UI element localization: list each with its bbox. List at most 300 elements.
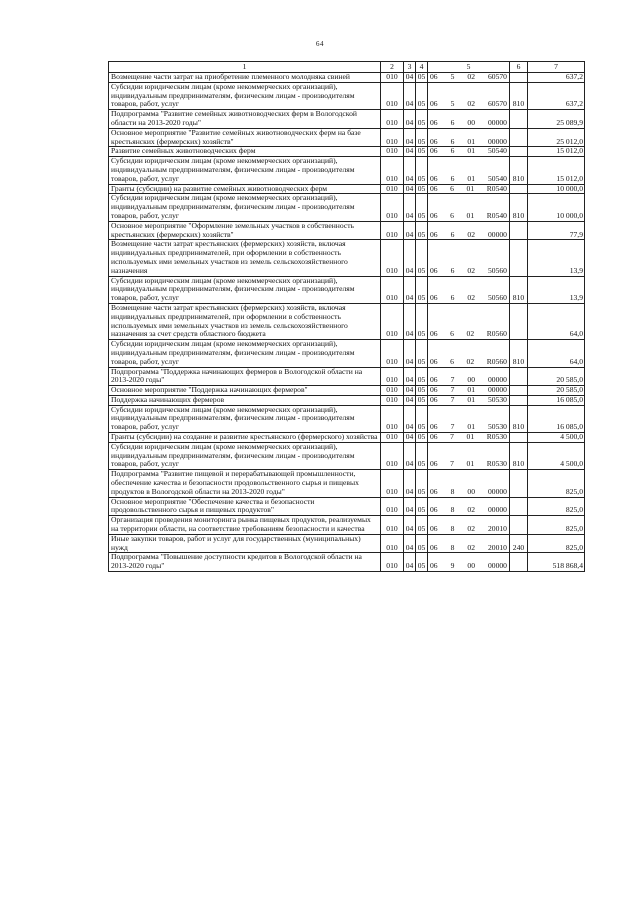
- target-article-part: 06: [430, 329, 438, 339]
- target-article-part: 7: [450, 432, 454, 442]
- target-article-part: 50560: [487, 265, 507, 275]
- target-article-part: 5: [450, 72, 455, 81]
- amount: 16 085,0: [528, 395, 585, 405]
- code-target-article: [428, 470, 510, 497]
- code-target-article: [428, 405, 510, 432]
- table-row: [109, 340, 585, 367]
- code-subsection: 05: [416, 386, 428, 396]
- target-article-part: 00: [467, 117, 475, 127]
- code-expense-type: 810: [510, 340, 528, 367]
- code-section: 04: [404, 194, 416, 221]
- row-name: Подпрограмма "Развитие пищевой и перерабатывающей промышленности, обеспечение качества и безопасности продовольственного сырья и пищевых продуктов в Вологодской области на 2013-2020 годы": [109, 470, 381, 497]
- code-target-article: [428, 534, 510, 553]
- target-article-part: 06: [430, 173, 438, 183]
- code-subsection: 05: [416, 82, 428, 109]
- code-subsection: 05: [416, 497, 428, 516]
- target-article-part: R0560: [486, 356, 507, 366]
- code-section: 04: [404, 433, 416, 443]
- target-article-part: 01: [467, 422, 475, 432]
- target-article-part: 7: [450, 459, 454, 469]
- code-section: 04: [404, 82, 416, 109]
- target-article-part: 6: [450, 117, 455, 127]
- code-expense-type: [510, 470, 528, 497]
- code-target-article: [428, 433, 510, 443]
- row-name: Основное мероприятие "Оформление земельных участков в собственность крестьянских (фермерских) хозяйств": [109, 221, 381, 240]
- row-name: Возмещение части затрат на приобретение племенного молодняка свиней: [109, 73, 381, 83]
- code-section: 04: [404, 276, 416, 303]
- target-article-part: 06: [430, 117, 438, 127]
- target-article-part: 06: [430, 422, 438, 432]
- target-article-part: R0560: [486, 329, 507, 339]
- target-article-part: 6: [450, 173, 455, 183]
- code-section: 04: [404, 73, 416, 83]
- target-article-part: 01: [467, 395, 475, 404]
- target-article-part: 00000: [487, 385, 507, 395]
- target-article-part: 00000: [487, 375, 507, 385]
- target-article-part: R0540: [486, 184, 507, 193]
- table-header-row: [109, 62, 585, 73]
- target-article-part: 06: [430, 146, 438, 156]
- code-ministry: 010: [381, 128, 404, 147]
- code-expense-type: [510, 147, 528, 157]
- table-body: [109, 73, 585, 572]
- target-article-parts: [428, 231, 509, 240]
- target-article-parts: [428, 267, 509, 276]
- code-subsection: 05: [416, 395, 428, 405]
- target-article-part: 02: [467, 99, 475, 109]
- target-article-parts: [428, 506, 509, 515]
- amount: 825,0: [528, 497, 585, 516]
- code-expense-type: 810: [510, 442, 528, 469]
- target-article-parts: [428, 330, 509, 339]
- target-article-part: 9: [450, 561, 455, 571]
- budget-table: [108, 61, 585, 572]
- code-expense-type: [510, 395, 528, 405]
- amount: 825,0: [528, 534, 585, 553]
- target-article-part: 8: [450, 524, 455, 534]
- code-subsection: 05: [416, 194, 428, 221]
- target-article-part: 06: [430, 136, 438, 146]
- target-article-part: 20010: [487, 542, 507, 552]
- table-row: [109, 147, 585, 157]
- code-expense-type: [510, 110, 528, 129]
- table-row: [109, 110, 585, 129]
- target-article-part: 00000: [487, 229, 507, 239]
- target-article-part: 06: [430, 542, 438, 552]
- table-row: [109, 442, 585, 469]
- code-expense-type: 810: [510, 157, 528, 184]
- table-row: [109, 405, 585, 432]
- target-article-part: 00: [467, 561, 475, 571]
- code-target-article: [428, 147, 510, 157]
- code-subsection: 05: [416, 405, 428, 432]
- target-article-part: 02: [467, 505, 475, 515]
- table-row: [109, 128, 585, 147]
- amount: 20 585,0: [528, 386, 585, 396]
- code-expense-type: [510, 367, 528, 386]
- table-row: [109, 470, 585, 497]
- target-article-part: 8: [450, 486, 455, 496]
- code-ministry: 010: [381, 367, 404, 386]
- target-article-part: R0530: [486, 432, 507, 442]
- header-cell: 3: [404, 62, 416, 73]
- target-article-parts: [428, 212, 509, 221]
- target-article-parts: [428, 119, 509, 128]
- row-name: Гранты (субсидии) на создание и развитие крестьянского (фермерского) хозяйства: [109, 433, 381, 443]
- target-article-part: 01: [467, 385, 475, 395]
- code-subsection: 05: [416, 516, 428, 535]
- code-ministry: 010: [381, 303, 404, 339]
- code-target-article: [428, 73, 510, 83]
- target-article-part: 02: [467, 524, 475, 534]
- target-article-parts: [428, 73, 509, 82]
- code-subsection: 05: [416, 184, 428, 194]
- code-ministry: 010: [381, 221, 404, 240]
- header-cell: 7: [528, 62, 585, 73]
- code-ministry: 010: [381, 340, 404, 367]
- target-article-part: R0530: [486, 459, 507, 469]
- table-row: [109, 82, 585, 109]
- table-row: [109, 497, 585, 516]
- target-article-part: 50560: [487, 293, 507, 303]
- code-expense-type: 810: [510, 276, 528, 303]
- table-row: [109, 157, 585, 184]
- target-article-part: 02: [467, 293, 475, 303]
- code-subsection: 05: [416, 433, 428, 443]
- code-subsection: 05: [416, 303, 428, 339]
- amount: 4 500,0: [528, 433, 585, 443]
- code-ministry: 010: [381, 276, 404, 303]
- code-expense-type: [510, 386, 528, 396]
- row-name: Субсидии юридическим лицам (кроме некоммерческих организаций), индивидуальным предпринимателям, физическим лицам - производителям товаров, работ, услуг: [109, 442, 381, 469]
- target-article-part: 06: [430, 99, 438, 109]
- code-target-article: [428, 303, 510, 339]
- target-article-part: 06: [430, 210, 438, 220]
- code-expense-type: [510, 553, 528, 572]
- code-subsection: 05: [416, 442, 428, 469]
- amount: 77,9: [528, 221, 585, 240]
- amount: 15 012,0: [528, 147, 585, 157]
- target-article-part: 06: [430, 385, 438, 395]
- target-article-part: 02: [467, 229, 475, 239]
- target-article-part: 50540: [487, 146, 507, 156]
- code-ministry: 010: [381, 395, 404, 405]
- code-section: 04: [404, 534, 416, 553]
- target-article-part: 06: [430, 265, 438, 275]
- amount: 637,2: [528, 73, 585, 83]
- table-row: [109, 534, 585, 553]
- target-article-part: 01: [466, 459, 475, 469]
- code-subsection: 05: [416, 157, 428, 184]
- table-row: [109, 184, 585, 194]
- row-name: Субсидии юридическим лицам (кроме некоммерческих организаций), индивидуальным предпринимателям, физическим лицам - производителям товаров, работ, услуг: [109, 194, 381, 221]
- target-article-part: 00000: [487, 505, 507, 515]
- target-article-parts: [428, 294, 509, 303]
- code-ministry: 010: [381, 82, 404, 109]
- row-name: Субсидии юридическим лицам (кроме некоммерческих организаций), индивидуальным предпринимателям, физическим лицам - производителям товаров, работ, услуг: [109, 340, 381, 367]
- target-article-part: 06: [430, 184, 438, 193]
- table-row: [109, 433, 585, 443]
- row-name: Организация проведения мониторинга рынка пищевых продуктов, реализуемых на территории области, на соответствие требованиям безопасности и качества: [109, 516, 381, 535]
- code-section: 04: [404, 367, 416, 386]
- code-section: 04: [404, 184, 416, 194]
- table-row: [109, 73, 585, 83]
- target-article-part: 6: [450, 146, 455, 156]
- amount: 20 585,0: [528, 367, 585, 386]
- target-article-part: 06: [430, 505, 438, 515]
- code-section: 04: [404, 553, 416, 572]
- code-section: 04: [404, 395, 416, 405]
- table-row: [109, 221, 585, 240]
- target-article-part: 00: [467, 375, 475, 385]
- table-row: [109, 276, 585, 303]
- code-target-article: [428, 367, 510, 386]
- code-section: 04: [404, 405, 416, 432]
- code-ministry: 010: [381, 534, 404, 553]
- code-target-article: [428, 386, 510, 396]
- code-target-article: [428, 128, 510, 147]
- target-article-part: 00: [467, 486, 475, 496]
- code-section: 04: [404, 497, 416, 516]
- target-article-part: 01: [467, 146, 475, 156]
- target-article-part: 60570: [487, 99, 507, 109]
- target-article-parts: [428, 396, 509, 405]
- amount: 10 000,0: [528, 194, 585, 221]
- target-article-parts: [428, 562, 509, 571]
- code-subsection: 05: [416, 221, 428, 240]
- target-article-part: 02: [466, 329, 475, 339]
- row-name: Основное мероприятие "Поддержка начинающих фермеров": [109, 386, 381, 396]
- code-section: 04: [404, 240, 416, 276]
- target-article-part: 06: [430, 486, 438, 496]
- code-subsection: 05: [416, 73, 428, 83]
- target-article-part: 00000: [487, 117, 507, 127]
- row-name: Подпрограмма "Развитие семейных животноводческих ферм в Вологодской области на 2013-2020 годы": [109, 110, 381, 129]
- row-name: Подпрограмма "Повышение доступности кредитов в Вологодской области на 2013-2020 годы": [109, 553, 381, 572]
- target-article-parts: [428, 433, 509, 442]
- code-target-article: [428, 82, 510, 109]
- target-article-part: 7: [450, 385, 455, 395]
- target-article-part: 6: [450, 184, 454, 193]
- target-article-part: 06: [430, 356, 438, 366]
- code-section: 04: [404, 110, 416, 129]
- target-article-part: 6: [450, 265, 455, 275]
- code-target-article: [428, 497, 510, 516]
- code-ministry: 010: [381, 405, 404, 432]
- code-ministry: 010: [381, 497, 404, 516]
- target-article-parts: [428, 185, 509, 194]
- amount: 13,9: [528, 276, 585, 303]
- target-article-parts: [428, 525, 509, 534]
- target-article-part: 7: [450, 395, 455, 404]
- code-expense-type: 240: [510, 534, 528, 553]
- target-article-parts: [428, 386, 509, 395]
- row-name: Субсидии юридическим лицам (кроме некоммерческих организаций), индивидуальным предпринимателям, физическим лицам - производителям товаров, работ, услуг: [109, 276, 381, 303]
- target-article-part: 06: [430, 375, 438, 385]
- table-row: [109, 386, 585, 396]
- target-article-parts: [428, 175, 509, 184]
- target-article-part: 06: [430, 293, 438, 303]
- row-name: Субсидии юридическим лицам (кроме некоммерческих организаций), индивидуальным предпринимателям, физическим лицам - производителям товаров, работ, услуг: [109, 82, 381, 109]
- code-ministry: 010: [381, 433, 404, 443]
- target-article-parts: [428, 544, 509, 553]
- target-article-part: 60570: [487, 72, 507, 81]
- code-ministry: 010: [381, 194, 404, 221]
- row-name: Поддержка начинающих фермеров: [109, 395, 381, 405]
- amount: 16 085,0: [528, 405, 585, 432]
- code-ministry: 010: [381, 147, 404, 157]
- target-article-part: 01: [466, 184, 475, 193]
- target-article-parts: [428, 100, 509, 109]
- target-article-part: 50540: [487, 173, 507, 183]
- target-article-parts: [428, 138, 509, 147]
- table-row: [109, 553, 585, 572]
- code-expense-type: [510, 73, 528, 83]
- target-article-part: 8: [450, 505, 455, 515]
- code-subsection: 05: [416, 340, 428, 367]
- target-article-parts: [428, 460, 509, 469]
- amount: 25 012,0: [528, 128, 585, 147]
- code-ministry: 010: [381, 110, 404, 129]
- table-row: [109, 194, 585, 221]
- amount: 64,0: [528, 340, 585, 367]
- code-target-article: [428, 516, 510, 535]
- target-article-part: 06: [430, 432, 438, 442]
- target-article-part: 50530: [487, 422, 507, 432]
- amount: 4 500,0: [528, 442, 585, 469]
- target-article-parts: [428, 423, 509, 432]
- target-article-part: 01: [467, 173, 475, 183]
- target-article-part: 06: [430, 524, 438, 534]
- target-article-part: 02: [467, 72, 475, 81]
- code-ministry: 010: [381, 442, 404, 469]
- header-cell: 1: [109, 62, 381, 73]
- amount: 825,0: [528, 470, 585, 497]
- target-article-part: 06: [430, 561, 438, 571]
- code-section: 04: [404, 340, 416, 367]
- code-ministry: 010: [381, 470, 404, 497]
- code-ministry: 010: [381, 157, 404, 184]
- table-row: [109, 303, 585, 339]
- code-subsection: 05: [416, 470, 428, 497]
- row-name: Субсидии юридическим лицам (кроме некоммерческих организаций), индивидуальным предпринимателям, физическим лицам - производителям товаров, работ, услуг: [109, 157, 381, 184]
- code-target-article: [428, 340, 510, 367]
- code-expense-type: 810: [510, 82, 528, 109]
- code-subsection: 05: [416, 553, 428, 572]
- row-name: Основное мероприятие "Обеспечение качества и безопасности продовольственного сырья и пищевых продуктов": [109, 497, 381, 516]
- code-target-article: [428, 221, 510, 240]
- code-ministry: 010: [381, 184, 404, 194]
- target-article-part: 00000: [487, 561, 507, 571]
- target-article-part: 00000: [487, 136, 507, 146]
- code-target-article: [428, 442, 510, 469]
- target-article-parts: [428, 147, 509, 156]
- target-article-part: 02: [467, 542, 475, 552]
- page-number: 64: [316, 40, 324, 48]
- target-article-part: 6: [450, 210, 454, 220]
- target-article-part: 06: [430, 72, 438, 81]
- row-name: Развитие семейных животноводческих ферм: [109, 147, 381, 157]
- target-article-part: 01: [466, 432, 475, 442]
- target-article-part: 06: [430, 229, 438, 239]
- code-expense-type: [510, 128, 528, 147]
- code-subsection: 05: [416, 240, 428, 276]
- target-article-part: 01: [467, 136, 475, 146]
- header-cell: 5: [428, 62, 510, 73]
- header-cell: 4: [416, 62, 428, 73]
- code-expense-type: [510, 433, 528, 443]
- code-subsection: 05: [416, 534, 428, 553]
- code-section: 04: [404, 221, 416, 240]
- code-section: 04: [404, 442, 416, 469]
- code-target-article: [428, 276, 510, 303]
- table-row: [109, 367, 585, 386]
- code-section: 04: [404, 470, 416, 497]
- code-section: 04: [404, 147, 416, 157]
- header-cell: 6: [510, 62, 528, 73]
- code-expense-type: [510, 184, 528, 194]
- code-target-article: [428, 553, 510, 572]
- code-section: 04: [404, 516, 416, 535]
- target-article-parts: [428, 376, 509, 385]
- table-row: [109, 516, 585, 535]
- code-ministry: 010: [381, 516, 404, 535]
- row-name: Возмещение части затрат крестьянских (фермерских) хозяйств, включая индивидуальных предпринимателей, при оформлении в собственность используемых ими земельных участков из земель сельскохозяйственного назначения за счет средств областного бюджета: [109, 303, 381, 339]
- code-section: 04: [404, 128, 416, 147]
- amount: 13,9: [528, 240, 585, 276]
- amount: 25 089,9: [528, 110, 585, 129]
- amount: 64,0: [528, 303, 585, 339]
- target-article-parts: [428, 488, 509, 497]
- code-expense-type: 810: [510, 405, 528, 432]
- code-target-article: [428, 110, 510, 129]
- code-expense-type: 810: [510, 194, 528, 221]
- code-subsection: 05: [416, 110, 428, 129]
- target-article-parts: [428, 358, 509, 367]
- code-subsection: 05: [416, 147, 428, 157]
- code-expense-type: [510, 497, 528, 516]
- row-name: Гранты (субсидии) на развитие семейных животноводческих ферм: [109, 184, 381, 194]
- code-subsection: 05: [416, 128, 428, 147]
- target-article-part: 7: [450, 422, 455, 432]
- target-article-part: 06: [430, 459, 438, 469]
- target-article-part: 00000: [487, 486, 507, 496]
- target-article-part: 20010: [487, 524, 507, 534]
- code-target-article: [428, 184, 510, 194]
- target-article-part: 02: [467, 265, 475, 275]
- code-expense-type: [510, 221, 528, 240]
- target-article-part: 5: [450, 99, 455, 109]
- code-target-article: [428, 157, 510, 184]
- target-article-part: 50530: [487, 395, 507, 404]
- target-article-part: 06: [430, 395, 438, 404]
- table-row: [109, 240, 585, 276]
- code-section: 04: [404, 303, 416, 339]
- amount: 825,0: [528, 516, 585, 535]
- header-cell: 2: [381, 62, 404, 73]
- table-row: [109, 395, 585, 405]
- code-ministry: 010: [381, 73, 404, 83]
- code-target-article: [428, 194, 510, 221]
- target-article-part: 6: [450, 356, 454, 366]
- row-name: Основное мероприятие "Развитие семейных животноводческих ферм на базе крестьянских (фермерских) хозяйств": [109, 128, 381, 147]
- target-article-part: 6: [450, 293, 455, 303]
- target-article-part: R0540: [486, 210, 507, 220]
- target-article-part: 6: [450, 229, 455, 239]
- code-ministry: 010: [381, 240, 404, 276]
- row-name: Иные закупки товаров, работ и услуг для государственных (муниципальных) нужд: [109, 534, 381, 553]
- row-name: Подпрограмма "Поддержка начинающих фермеров в Вологодской области на 2013-2020 годы": [109, 367, 381, 386]
